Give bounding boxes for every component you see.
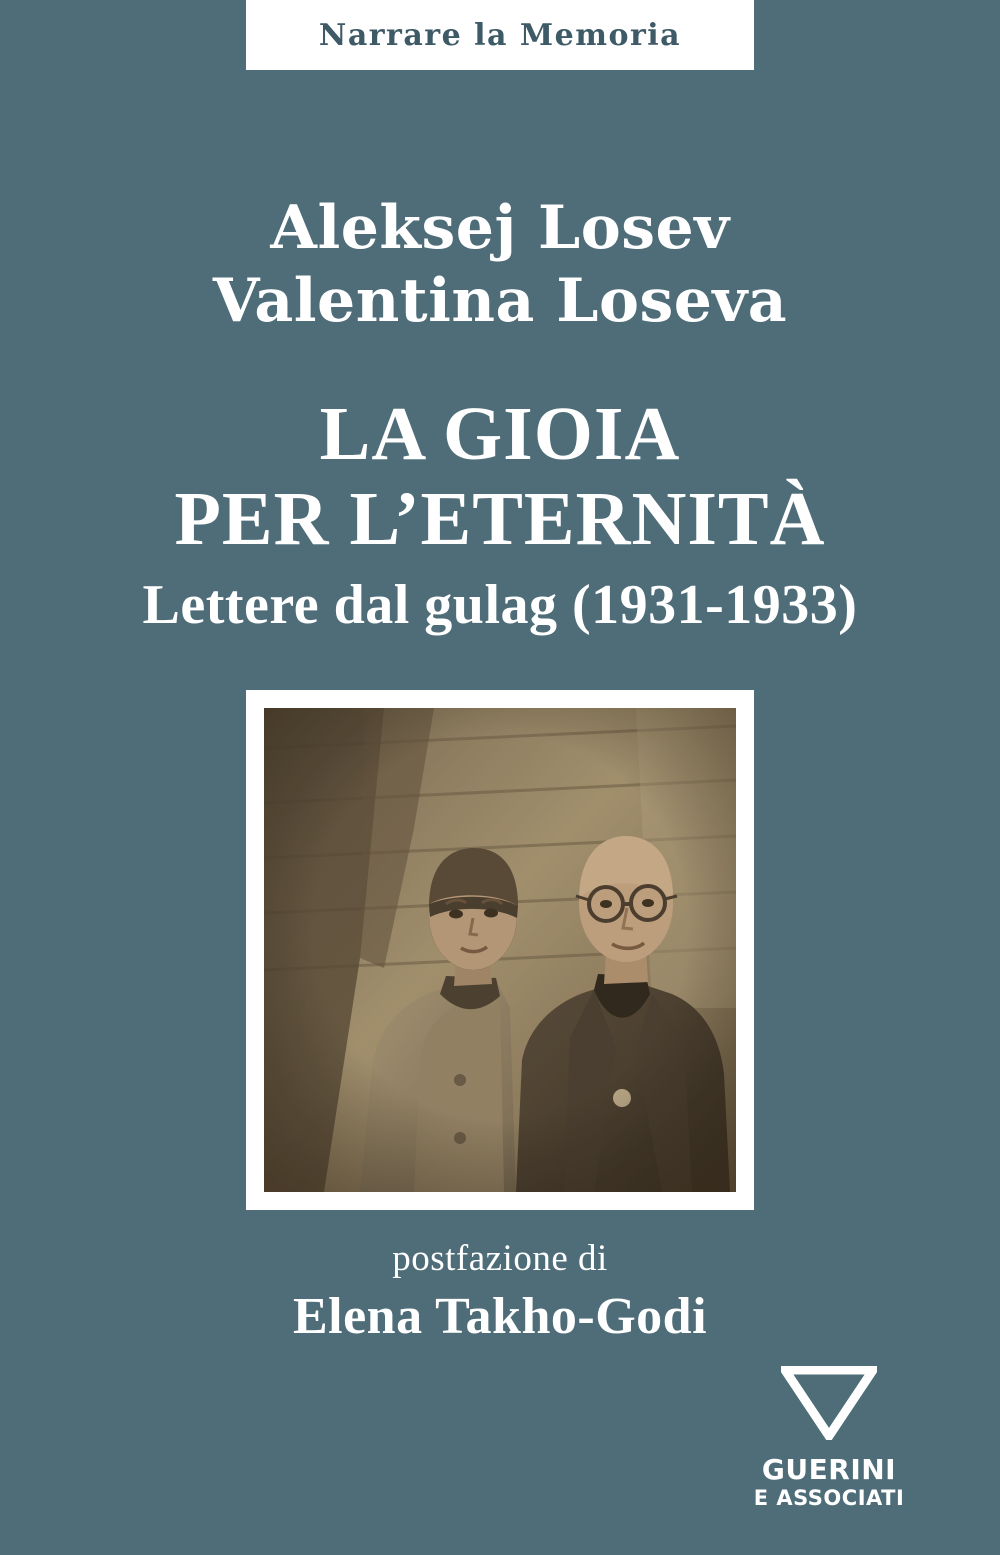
publisher-name-line-1: GUERINI <box>761 1453 897 1487</box>
postface-label: postfazione di <box>392 1238 608 1279</box>
author-name-1: Aleksej Losev <box>270 193 730 263</box>
triangle-mark-icon <box>781 1366 877 1440</box>
cover-photo-frame <box>246 690 754 1210</box>
publisher-logo <box>734 1366 924 1511</box>
series-banner <box>246 0 754 70</box>
series-label: Narrare la Memoria <box>318 17 682 53</box>
postface-block <box>0 1236 1000 1349</box>
authors-block <box>0 192 1000 338</box>
publisher-name-line-2: E ASSOCIATI <box>753 1485 905 1510</box>
cover-photo <box>264 708 736 1192</box>
title-block <box>0 392 1000 639</box>
postface-author-name: Elena Takho-Godi <box>292 1288 708 1346</box>
portrait-photo-illustration <box>264 708 736 1192</box>
subtitle: Lettere dal gulag (1931-1933) <box>142 574 858 637</box>
title-line-2: PER L’ETERNITÀ <box>174 477 826 562</box>
author-name-2: Valentina Loseva <box>212 266 788 337</box>
title-line-1: LA GIOIA <box>319 392 681 476</box>
